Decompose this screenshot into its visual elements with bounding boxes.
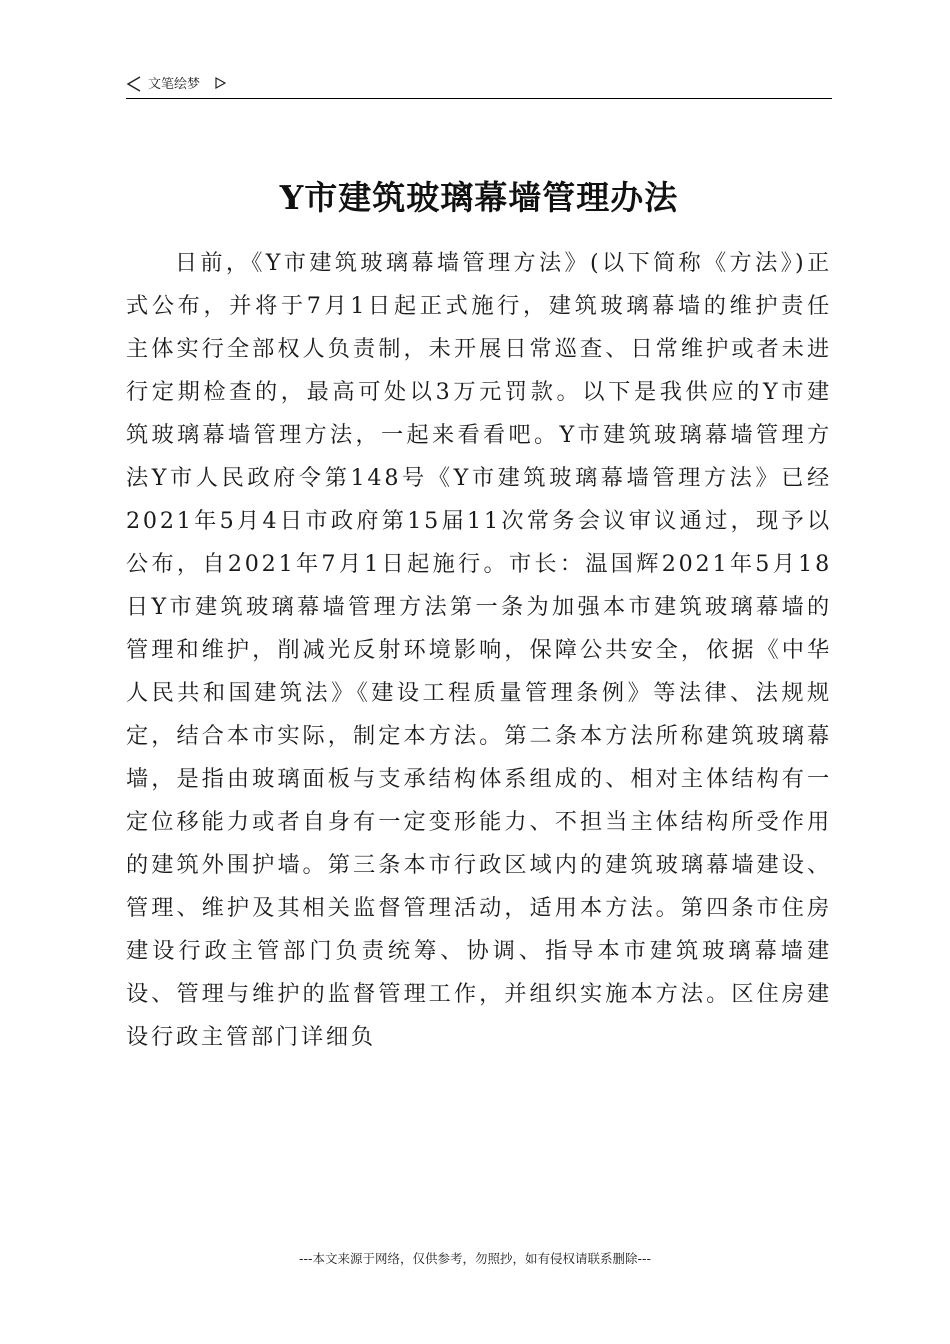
header-label: 文笔绘梦: [148, 77, 201, 92]
page-title: Y市建筑玻璃幕墙管理办法: [279, 178, 679, 217]
triangle-right-icon: [214, 77, 226, 89]
footer-disclaimer: ---本文来源于网络，仅供参考，勿照抄，如有侵权请联系删除---: [298, 1251, 652, 1266]
page-header: [126, 72, 832, 99]
triangle-left-icon: [126, 76, 142, 92]
body-paragraph: 日前，《Y市建筑玻璃幕墙管理方法》(以下简称《方法》)正式公布，并将于7月1日起正式施行，建筑玻璃幕墙的维护责任主体实行全部权人负责制，未开展日常巡查、日常维护或者未进行定期检查的，最高可处以3万元罚款。以下是我供应的Y市建筑玻璃幕墙管理方法，一起来看看吧。Y市建筑玻璃幕墙管理方法Y市人民政府令第148号《Y市建筑玻璃幕墙管理方法》已经2021年5月4日市政府第15届11次常务会议审议通过，现予以公布，自2021年7月1日起施行。市长：温国辉2021年5月18日Y市建筑玻璃幕墙管理方法第一条为加强本市建筑玻璃幕墙的管理和维护，削减光反射环境影响，保障公共安全，依据《中华人民共和国建筑法》《建设工程质量管理条例》等法律、法规规定，结合本市实际，制定本方法。第二条本方法所称建筑玻璃幕墙，是指由玻璃面板与支承结构体系组成的、相对主体结构有一定位移能力或者自身有一定变形能力、不担当主体结构所受作用的建筑外围护墙。第三条本市行政区域内的建筑玻璃幕墙建设、管理、维护及其相关监督管理活动，适用本方法。第四条市住房建设行政主管部门负责统筹、协调、指导本市建筑玻璃幕墙建设、管理与维护的监督管理工作，并组织实施本方法。区住房建设行政主管部门详细负: [126, 250, 832, 1050]
